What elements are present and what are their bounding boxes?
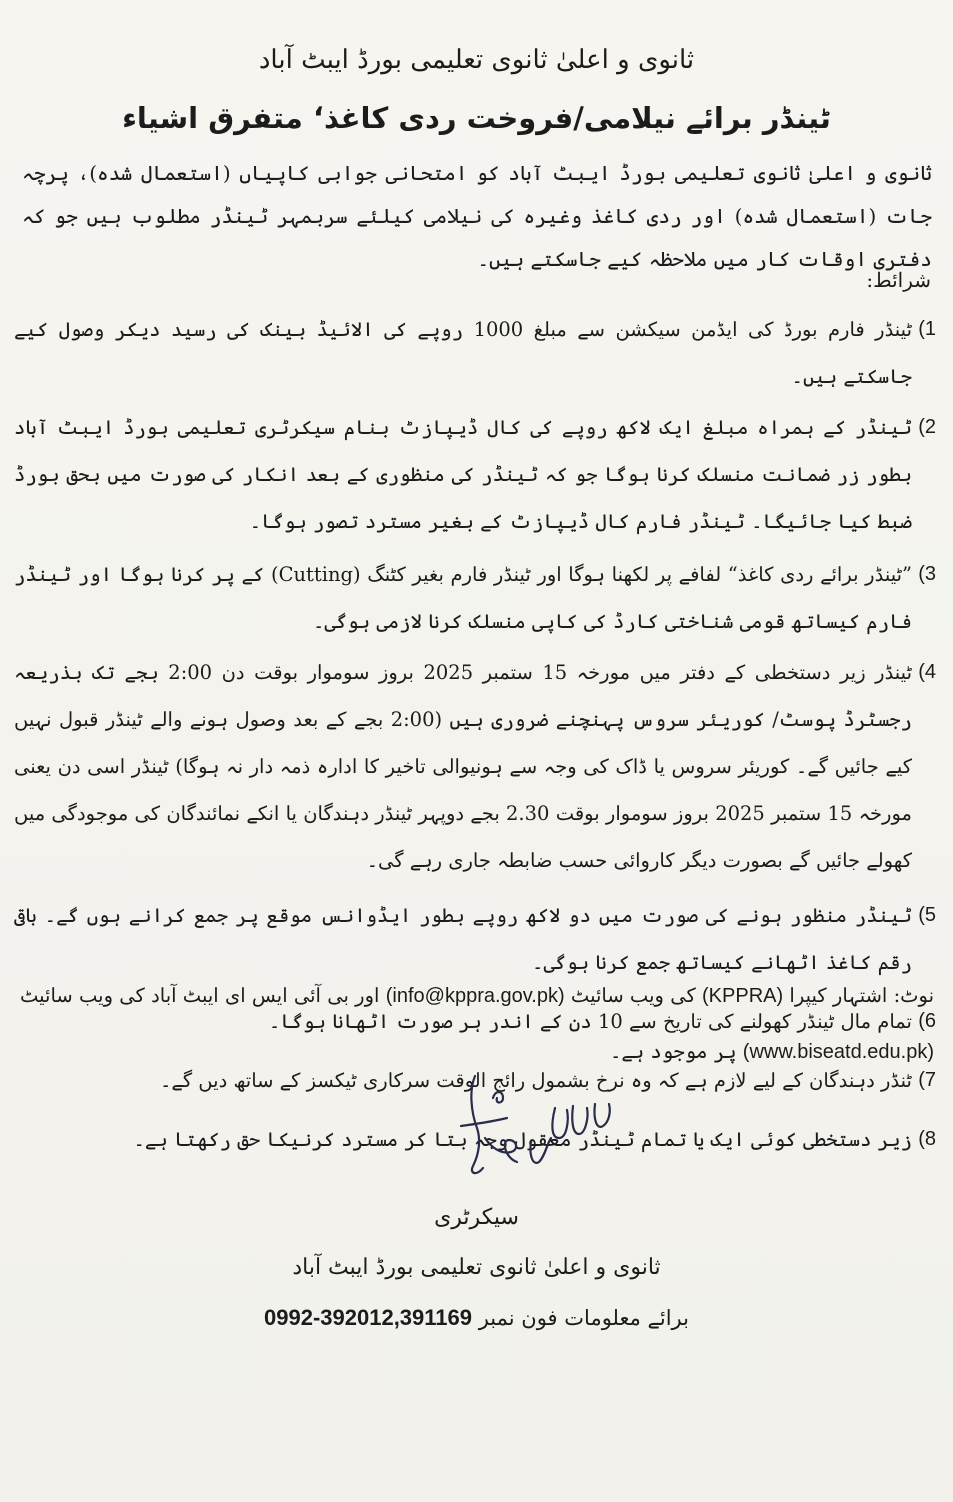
note-suffix: پر موجود ہے۔ bbox=[609, 1040, 737, 1063]
condition-text: ٹنڈر دہندگان کے لیے لازم ہے کہ وہ نرخ بشمول رائج الوقت سرکاری ٹیکسز کے ساتھ دیں گے۔ bbox=[159, 1069, 912, 1092]
note-middle-2: اور بی آئی ایس ای ایبٹ آباد کی ویب سائیٹ bbox=[20, 984, 380, 1007]
condition-item bbox=[14, 649, 936, 884]
phone-label: برائے معلومات فون نمبر bbox=[478, 1306, 689, 1330]
condition-text: ”ٹینڈر برائے ردی کاغذ“ لفافے پر لکھنا ہوگا اور ٹینڈر فارم بغیر کٹنگ (Cutting) کے پر کرنا ہوگا اور ٹینڈر فارم کیساتھ قومی شناختی کارڈ کی کاپی منسلک کرنا لازمی ہوگی۔ bbox=[14, 563, 913, 633]
condition-text: ٹینڈر منظور ہونے کی صورت میں دو لاکھ روپے بطور ایڈوانس موقع پر جمع کرانے ہوں گے۔ باقی رقم کاغذ اٹھانے کیساتھ جمع کرنا ہوگی۔ bbox=[14, 904, 912, 974]
board-name-footer: ثانوی و اعلیٰ ثانوی تعلیمی بورڈ ایبٹ آباد bbox=[292, 1255, 661, 1280]
board-name-header: ثانوی و اعلیٰ ثانوی تعلیمی بورڈ ایبٹ آباد bbox=[258, 45, 695, 75]
condition-number: (5 bbox=[918, 904, 936, 926]
intro-paragraph: ثانوی و اعلیٰ ثانوی تعلیمی بورڈ ایبٹ آباد کو امتحانی جوابی کاپیاں (استعمال شدہ)، پرچہ جات (استعمال شدہ) اور ردی کاغذ وغیرہ کی نیلامی کیلئے سربمہر ٹینڈر مطلوب ہیں جو کہ دفتری اوقات کار میں ملاحظہ کیے جاسکتے ہیں۔ bbox=[22, 161, 932, 271]
condition-number: (2 bbox=[918, 416, 936, 438]
phone-number: 0992-392012,391169 bbox=[264, 1305, 473, 1330]
condition-number: (1 bbox=[918, 318, 936, 340]
condition-item bbox=[14, 404, 936, 545]
bise-website-link[interactable]: (www.biseatd.edu.pk) bbox=[742, 1041, 934, 1063]
kppra-abbrev: (KPPRA) bbox=[702, 985, 784, 1007]
tender-title: ٹینڈر برائے نیلامی/فروخت ردی کاغذ‘ متفرق اشیاء bbox=[122, 101, 831, 135]
handwritten-signature bbox=[455, 1068, 630, 1186]
condition-text: ٹینڈر زیر دستخطی کے دفتر میں مورخہ 15 ستمبر 2025 بروز سوموار بوقت دن 2:00 بجے تک بذریعہ رجسٹرڈ پوسٹ/ کوریئر سروس پہنچنے ضروری ہیں (2:00 بجے کے بعد وصول ہونے والے ٹینڈر قبول نہیں کیے جائیں گے۔ کوریئر سروس یا ڈاک کی وجہ سے ہونیوالی تاخیر کا ادارہ ذمہ دار نہ ہوگا) ٹینڈر اسی دن یعنی مورخہ 15 ستمبر 2025 بروز سوموار بوقت 2.30 بجے دوپہر ٹینڈر دہندگان یا انکے نمائندگان کی موجودگی میں کھولے جائیں گے بصورت دیگر کاروائی حسب ضابطہ جاری رہے گی۔ bbox=[14, 661, 912, 872]
note-paragraph bbox=[20, 968, 934, 1080]
condition-text: ٹینڈر فارم بورڈ کی ایڈمن سیکشن سے مبلغ 1000 روپے کی الائیڈ بینک کی رسید دیکر وصول کیے جاسکتے ہیں۔ bbox=[14, 318, 912, 388]
signatory-designation: سیکرٹری bbox=[434, 1205, 519, 1230]
condition-number: (3 bbox=[918, 563, 936, 585]
kppra-website-link[interactable]: (info@kppra.gov.pk) bbox=[385, 985, 565, 1007]
condition-text: ٹینڈر کے ہمراہ مبلغ ایک لاکھ روپے کی کال ڈیپازٹ بنام سیکرٹری تعلیمی بورڈ ایبٹ آباد بطور زر ضمانت منسلک کرنا ہوگا جو کہ ٹینڈر کی منظوری کے بعد انکار کی صورت میں بحق بورڈ ضبط کیا جائیگا۔ ٹینڈر فارم کال ڈیپازٹ کے بغیر مسترد تصور ہوگا۔ bbox=[14, 416, 912, 533]
condition-text: زیر دستخطی کوئی ایک یا تمام ٹینڈر معقول وجہ بتا کر مسترد کرنیکا حق رکھتا ہے۔ bbox=[133, 1128, 912, 1151]
conditions-heading: شرائط: bbox=[866, 268, 931, 292]
condition-number: (8 bbox=[918, 1128, 936, 1150]
condition-item bbox=[14, 306, 936, 400]
condition-item bbox=[14, 551, 936, 645]
note-prefix: نوٹ: اشتہار کیپرا bbox=[789, 984, 935, 1007]
condition-text: تمام مال ٹینڈر کھولنے کی تاریخ سے 10 دن کے اندر ہر صورت اٹھانا ہوگا۔ bbox=[268, 1010, 912, 1033]
note-middle-1: کی ویب سائیٹ bbox=[570, 984, 696, 1007]
condition-number: (4 bbox=[918, 661, 936, 683]
contact-info bbox=[0, 1300, 953, 1336]
condition-number: (6 bbox=[918, 1010, 936, 1032]
condition-number: (7 bbox=[918, 1069, 936, 1091]
